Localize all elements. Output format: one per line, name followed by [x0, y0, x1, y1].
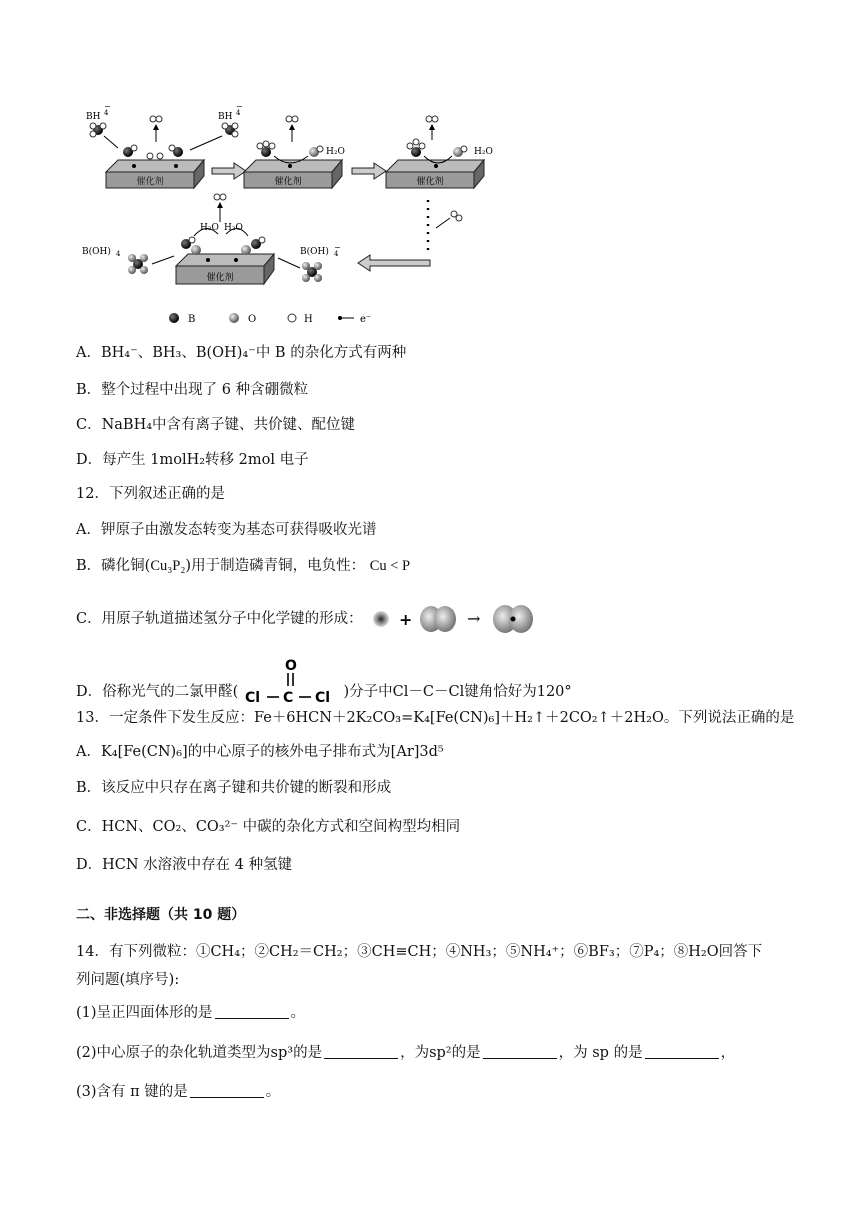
svg-text:催化剂: 催化剂: [274, 177, 302, 187]
svg-text:4: 4: [116, 250, 121, 258]
catalyst-slab-1: [106, 160, 204, 188]
svg-text:−: −: [236, 104, 243, 111]
q11-option-d: D．每产生 1molH₂转移 2mol 电子: [76, 452, 309, 468]
catalyst-slab-2: [244, 160, 342, 188]
catalyst-label: 催化剂: [136, 177, 164, 187]
q14-stem: 14．有下列微粒：①CH₄；②CH₂＝CH₂；③CH≡CH；④NH₃；⑤NH₄⁺；⑥BF₃；⑦P₄；⑧H₂O回答下: [76, 944, 763, 960]
svg-text:B: B: [188, 314, 196, 325]
answer-blank-3[interactable]: [190, 1083, 264, 1098]
bh4-label-right: BH: [218, 112, 233, 122]
figure-legend: [169, 313, 371, 325]
svg-text:C: C: [282, 690, 294, 706]
q12-stem: 12．下列叙述正确的是: [76, 486, 225, 502]
q11-option-b: B．整个过程中出现了 6 种含硼微粒: [76, 382, 309, 398]
svg-text:Cl: Cl: [314, 690, 330, 706]
q11-option-c: C．NaBH₄中含有离子键、共价键、配位键: [76, 417, 356, 433]
bh4-label-left: BH: [86, 112, 101, 122]
svg-text:催化剂: 催化剂: [206, 273, 234, 283]
q13-option-a: A．K₄[Fe(CN)₆]的中心原子的核外电子排布式为[Ar]3d⁵: [76, 744, 444, 760]
q12-option-d: D．俗称光气的二氯甲醛( O Cl C Cl )分子中Cl－C－Cl键角恰好为120°: [76, 658, 572, 706]
svg-text:−: −: [104, 104, 111, 111]
answer-blank-sp[interactable]: [645, 1044, 719, 1059]
q14-part-3: (3)含有 π 键的是 。: [76, 1084, 281, 1100]
electronegativity-relation: Cu < P: [369, 558, 411, 574]
q13-option-d: D．HCN 水溶液中存在 4 种氢键: [76, 857, 293, 873]
svg-text:4: 4: [104, 109, 109, 117]
svg-text:O: O: [248, 314, 257, 325]
catalysis-mechanism-figure: [78, 104, 518, 330]
svg-text:O: O: [284, 658, 297, 674]
molecules-slab-1: [86, 104, 243, 168]
q13-stem: 13．一定条件下发生反应：Fe＋6HCN＋2K₂CO₃=K₄[Fe(CN)₆]＋H₂↑＋2CO₂↑＋2H₂O。下列说法正确的是: [76, 710, 795, 726]
q11-option-a: A．BH₄⁻、BH₃、B(OH)₄⁻中 B 的杂化方式有两种: [76, 345, 407, 361]
boh4-label-left: B(OH): [82, 247, 111, 257]
section-heading: 二、非选择题（共 10 题）: [76, 907, 246, 923]
q14-stem-continued: 列问题(填序号):: [76, 972, 180, 988]
q12-option-b: B．磷化铜(Cu₃P₂)用于制造磷青铜，电负性： Cu < P: [76, 558, 411, 574]
arrow-1: [212, 163, 246, 179]
catalyst-slab-3: [386, 160, 484, 188]
svg-text:H: H: [304, 314, 313, 325]
svg-text:+: +: [399, 610, 413, 629]
q13-option-c: C．HCN、CO₂、CO₃²⁻ 中碳的杂化方式和空间构型均相同: [76, 819, 461, 835]
svg-text:H₂O: H₂O: [326, 147, 345, 157]
svg-text:催化剂: 催化剂: [416, 177, 444, 187]
q12-option-c: C．用原子轨道描述氢分子中化学键的形成： + →: [76, 602, 547, 636]
svg-text:−: −: [334, 243, 341, 252]
boh4-label-right: B(OH): [300, 247, 329, 257]
orbital-overlap-diagram: [367, 602, 547, 636]
svg-text:H₂O: H₂O: [224, 223, 243, 233]
svg-text:H₂O: H₂O: [474, 147, 493, 157]
answer-blank-1[interactable]: [215, 1004, 289, 1019]
arrow-2: [352, 163, 386, 179]
answer-blank-sp3[interactable]: [324, 1044, 398, 1059]
answer-blank-sp2[interactable]: [483, 1044, 557, 1059]
q13-option-b: B．该反应中只存在离子键和共价键的断裂和形成: [76, 780, 392, 796]
dotted-down-arrow: [428, 200, 462, 252]
svg-text:4: 4: [236, 109, 241, 117]
q14-part-2: (2)中心原子的杂化轨道类型为sp³的是 ，为sp²的是 ，为 sp 的是 ，: [76, 1045, 736, 1061]
catalyst-slab-4: [176, 254, 274, 284]
copper-phosphide-formula: Cu₃P₂: [150, 558, 186, 574]
svg-text:4: 4: [334, 250, 339, 258]
svg-text:e⁻: e⁻: [360, 314, 372, 325]
q12-option-a: A．钾原子由激发态转变为基态可获得吸收光谱: [76, 522, 377, 538]
return-arrow: [358, 255, 430, 271]
svg-text:→: →: [467, 609, 481, 628]
svg-text:H₂O: H₂O: [200, 223, 219, 233]
q14-part-1: (1)呈正四面体形的是 。: [76, 1005, 306, 1021]
phosgene-structure: [243, 656, 339, 706]
svg-text:Cl: Cl: [244, 690, 260, 706]
